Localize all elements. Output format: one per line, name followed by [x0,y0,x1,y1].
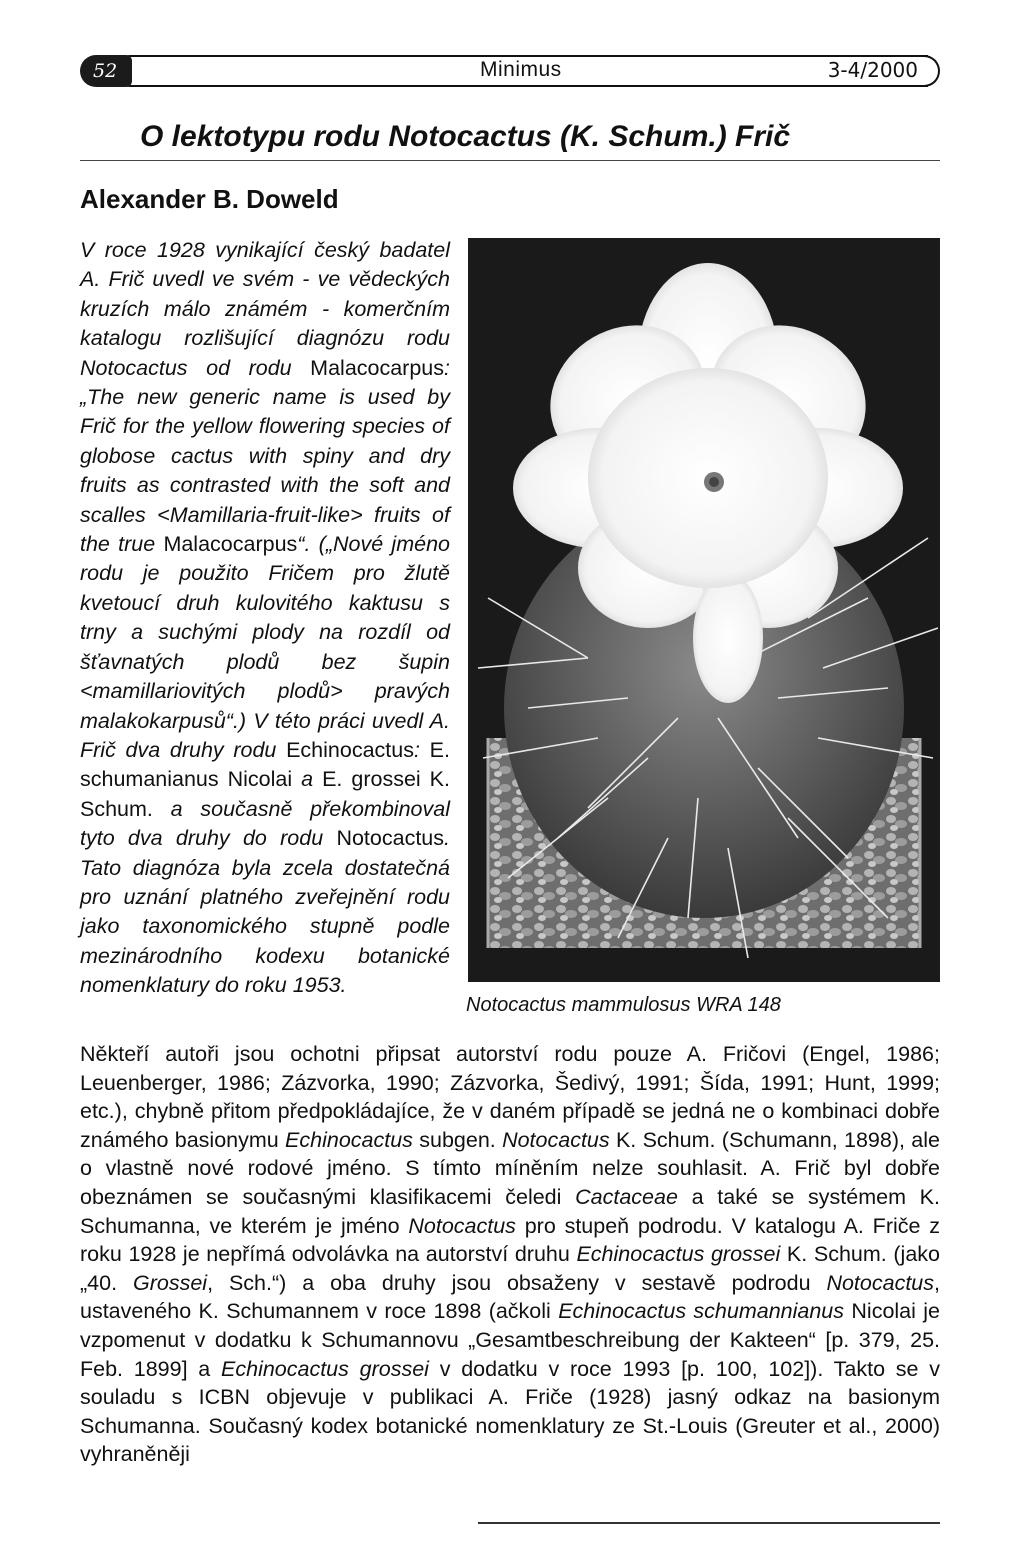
species-name: E. schumanianus Nicolai [80,737,450,792]
intro-text: a [292,767,323,792]
issue-number: 3-4/2000 [827,58,918,82]
genus-name: Echinocactus [286,737,414,762]
body-segment: a také se systémem K. Schumanna, ve kterém je jméno [80,1184,940,1238]
body-segment: subgen. [412,1127,503,1152]
intro-text: “. („Nové jméno rodu je použito Fričem pro žlutě kvetoucí druh kulovitého kaktusu s trny a suchými plody na rozdíl od šťavnatých plodů bez šupin <mamillariovitých plodů> pravých malakokarpusů“.) V této práci uvedl A. Frič dva druhy rodu [80,532,450,762]
body-segment: , Sch.“) a oba druhy jsou obsaženy v sestavě podrodu [207,1270,827,1295]
taxon-name: Echinocactus grossei [221,1356,429,1381]
taxon-name: Echinocactus schumannianus [558,1299,845,1324]
taxon-name: Cactaceae [575,1184,678,1209]
footer-rule [478,1522,940,1524]
taxon-name: Echinocactus [285,1127,413,1152]
journal-name: Minimus [480,58,562,81]
genus-name: Notocactus [336,826,445,851]
intro-text: : [413,737,430,762]
page-number: 52 [80,55,132,87]
cactus-photo [468,238,940,982]
figure-caption: Notocactus mammulosus WRA 148 [466,994,781,1016]
article-author: Alexander B. Doweld [80,184,339,214]
taxon-name: Echinocactus grossei [576,1242,781,1267]
body-segment: pro stupeň podrodu. V katalogu A. Friče z roku 1928 je nepřímá odvolávka na autorství druhu [80,1213,940,1267]
body-segment: v dodatku v roce 1993 [p. 100, 102]). Takto se v souladu s ICBN objevuje v publikaci A. Friče (1928) jasný odkaz na basionym Schumanna. Současný kodex botanické nomenklatury ze St.-Louis (Greuter et al., 2000) vyhraněněji [80,1356,940,1467]
body-segment: Někteří autoři jsou ochotni připsat autorství rodu pouze A. Fričovi (Engel, 1986; Leuenberger, 1986; Zázvorka, 1990; Zázvorka, Šedivý, 1991; Šída, 1991; Hunt, 1999; etc.), chybně přitom předpokládajíce, že v daném případě se jedná ne o kombinaci dobře známého basionymu [80,1042,940,1152]
intro-text: V roce 1928 vynikající český badatel A. Frič uvedl ve svém - ve vědeckých kruzích málo známém - komerčním katalogu rozlišující diagnózu rodu Notocactus od rodu [80,238,450,380]
body-segment: K. Schum. (jako „40. [80,1242,940,1295]
body-segment: K. Schum. (Schumann, 1898), ale o vlastně nové rodové jméno. S tímto míněním nelze souhlasit. A. Frič byl dobře obeznámen se současnými klasifikacemi čeledi [80,1127,940,1209]
intro-column [80,236,450,1001]
taxon-name: Notocactus [826,1270,935,1295]
header-end-cap [918,55,940,87]
cactus-illustration [468,238,940,982]
body-segment: , ustaveného K. Schumannem v roce 1898 (ačkoli [80,1270,940,1324]
taxon-name: Notocactus [502,1127,610,1152]
body-paragraph [80,1040,940,1469]
running-header [80,55,940,87]
intro-text: . Tato diagnóza byla zcela dostatečná pro uznání platného zveřejnění rodu jako taxonomického stupně podle mezinárodního kodexu botanické nomenklatury do roku 1953. [80,826,450,998]
species-name: E. grossei K. Schum. [80,767,451,821]
genus-name: Malacocarpus [310,355,445,380]
body-text [80,1040,940,1469]
intro-text: : „The new generic name is used by Frič for the yellow flowering species of globose cactus with spiny and dry fruits as contrasted with the soft and scalles <Mamillaria-fruit-like> fruits of the true [80,355,450,557]
article-title: O lektotypu rodu Notocactus (K. Schum.) Frič [140,120,791,153]
intro-paragraph [80,236,450,1001]
intro-text: a současně překombinoval tyto dva druhy do rodu [80,796,450,851]
title-divider [80,160,940,161]
genus-name: Malacocarpus [163,532,298,557]
taxon-name: Grossei [132,1270,208,1295]
body-segment: Nicolai je vzpomenut v dodatku k Schumannovu „Gesamtbeschreibung der Kakteen“ [p. 379, 25. Feb. 1899] a [80,1299,941,1381]
taxon-name: Notocactus [408,1213,516,1238]
